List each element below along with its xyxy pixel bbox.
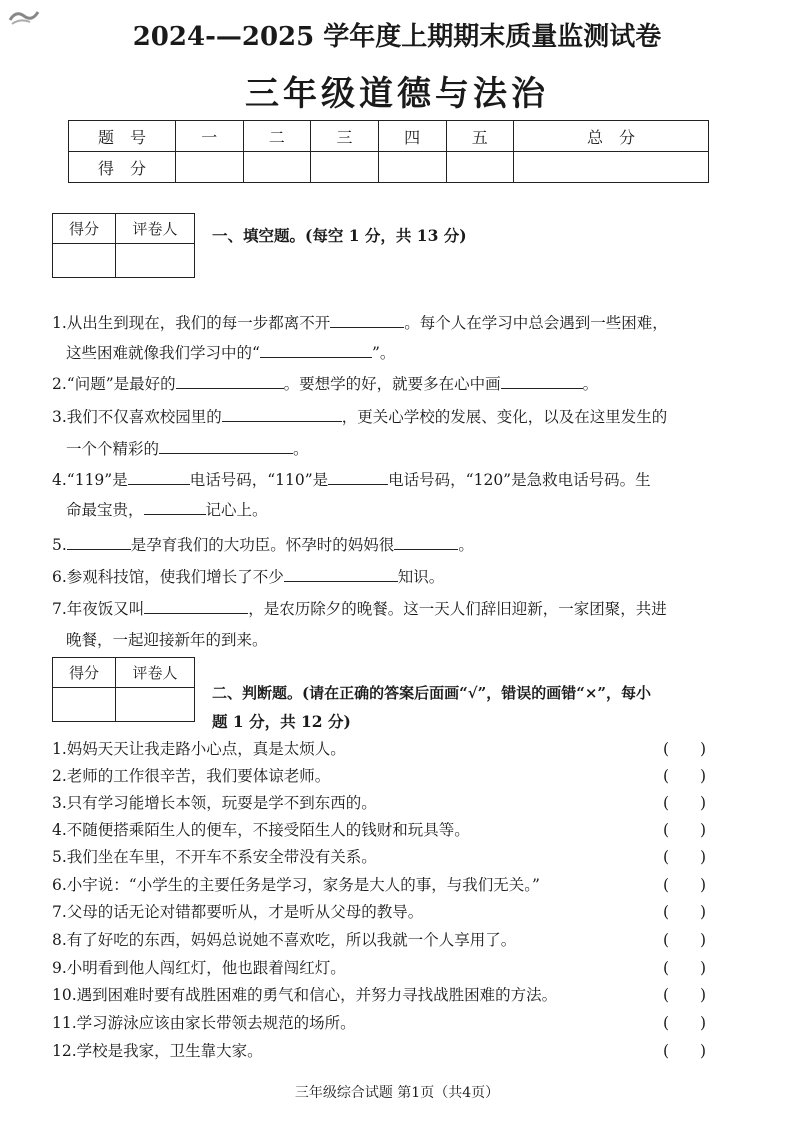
score-header-4: 四 xyxy=(378,121,446,152)
score-cell[interactable] xyxy=(176,152,244,183)
score-cell[interactable] xyxy=(446,152,514,183)
score-header-1: 一 xyxy=(176,121,244,152)
judge-item: 2.老师的工作很辛苦，我们要体谅老师。 xyxy=(52,767,331,785)
answer-parentheses[interactable]: ( ) xyxy=(663,1042,707,1060)
score-header-3: 三 xyxy=(311,121,379,152)
score-header-5: 五 xyxy=(446,121,514,152)
judge-item: 6.小宇说：“小学生的主要任务是学习，家务是大人的事，与我们无关。” xyxy=(52,876,540,894)
judge-item: 11.学习游泳应该由家长带领去规范的场所。 xyxy=(52,1014,356,1032)
judge-item: 7.父母的话无论对错都要听从，才是听从父母的教导。 xyxy=(52,903,424,921)
q3-line2: 一个个精彩的 。 xyxy=(66,440,309,458)
answer-parentheses[interactable]: ( ) xyxy=(663,931,707,949)
answer-parentheses[interactable]: ( ) xyxy=(663,794,707,812)
section1-heading: 一、填空题。(每空 1 分，共 13 分) xyxy=(212,226,467,245)
section2-grader-box xyxy=(52,657,195,722)
score-cell[interactable] xyxy=(243,152,311,183)
score-row-label: 得 分 xyxy=(69,152,176,183)
score-header-total: 总 分 xyxy=(514,121,709,152)
grader-name-label: 评卷人 xyxy=(116,658,195,688)
judge-item: 4.不随便搭乘陌生人的便车，不接受陌生人的钱财和玩具等。 xyxy=(52,821,470,839)
q2-line: 2.“问题”是最好的 。要想学的好，就要多在心中画 。 xyxy=(52,375,599,393)
subject-title: 三年级道德与法治 xyxy=(245,74,549,114)
answer-blank[interactable] xyxy=(501,373,583,389)
answer-parentheses[interactable]: ( ) xyxy=(663,986,707,1004)
answer-blank[interactable] xyxy=(159,438,293,454)
answer-parentheses[interactable]: ( ) xyxy=(663,821,707,839)
grader-score-label: 得分 xyxy=(53,658,116,688)
answer-blank[interactable] xyxy=(144,499,206,515)
answer-blank[interactable] xyxy=(67,534,131,550)
answer-parentheses[interactable]: ( ) xyxy=(663,1014,707,1032)
q4-line2: 命最宝贵， 记心上。 xyxy=(66,501,268,519)
score-header-label: 题 号 xyxy=(69,121,176,152)
grader-name-cell[interactable] xyxy=(116,688,195,722)
judge-item: 8.有了好吃的东西，妈妈总说她不喜欢吃，所以我就一个人享用了。 xyxy=(52,931,517,949)
grader-score-cell[interactable] xyxy=(53,688,116,722)
answer-blank[interactable] xyxy=(284,566,398,582)
q3-line1: 3.我们不仅喜欢校园里的 ，更关心学校的发展、变化，以及在这里发生的 xyxy=(52,408,668,426)
grader-score-label: 得分 xyxy=(53,214,116,244)
grader-name-label: 评卷人 xyxy=(116,214,195,244)
q7-line2: 晚餐，一起迎接新年的到来。 xyxy=(66,631,268,649)
page-footer: 三年级综合试题 第1页（共4页） xyxy=(294,1085,500,1101)
section1-grader-box xyxy=(52,213,195,278)
judge-item: 3.只有学习能增长本领，玩耍是学不到东西的。 xyxy=(52,794,377,812)
section2-heading-line1: 二、判断题。(请在正确的答案后面画“√”，错误的画错“×”，每小 xyxy=(212,684,652,702)
answer-blank[interactable] xyxy=(176,373,284,389)
exam-title: 2024-—2025 学年度上期期末质量监测试卷 xyxy=(132,22,662,52)
answer-parentheses[interactable]: ( ) xyxy=(663,767,707,785)
q7-line1: 7.年夜饭又叫 ，是农历除夕的晚餐。这一天人们辞旧迎新，一家团聚，共进 xyxy=(52,600,667,618)
score-table xyxy=(68,120,709,183)
answer-parentheses[interactable]: ( ) xyxy=(663,903,707,921)
answer-blank[interactable] xyxy=(328,469,388,485)
answer-parentheses[interactable]: ( ) xyxy=(663,740,707,758)
answer-blank[interactable] xyxy=(330,312,404,328)
grader-name-cell[interactable] xyxy=(116,244,195,278)
q5-line: 5. 是孕育我们的大功臣。怀孕时的妈妈很 。 xyxy=(52,536,474,554)
judge-item: 9.小明看到他人闯红灯，他也跟着闯红灯。 xyxy=(52,959,346,977)
answer-blank[interactable] xyxy=(128,469,190,485)
q4-line1: 4.“119”是 电话号码，“110”是 电话号码，“120”是急救电话号码。生 xyxy=(52,471,651,489)
answer-blank[interactable] xyxy=(222,406,342,422)
grader-score-cell[interactable] xyxy=(53,244,116,278)
answer-parentheses[interactable]: ( ) xyxy=(663,876,707,894)
answer-parentheses[interactable]: ( ) xyxy=(663,848,707,866)
answer-parentheses[interactable]: ( ) xyxy=(663,959,707,977)
score-cell[interactable] xyxy=(311,152,379,183)
judge-item: 12.学校是我家，卫生靠大家。 xyxy=(52,1042,263,1060)
judge-item: 1.妈妈天天让我走路小心点，真是太烦人。 xyxy=(52,740,346,758)
judge-item: 5.我们坐在车里，不开车不系安全带没有关系。 xyxy=(52,848,377,866)
score-header-2: 二 xyxy=(243,121,311,152)
answer-blank[interactable] xyxy=(394,534,458,550)
section2-heading-line2: 题 1 分，共 12 分) xyxy=(212,712,351,731)
answer-blank[interactable] xyxy=(144,598,248,614)
judge-item: 10.遇到困难时要有战胜困难的勇气和信心，并努力寻找战胜困难的方法。 xyxy=(52,986,558,1004)
answer-blank[interactable] xyxy=(260,342,372,358)
score-cell[interactable] xyxy=(378,152,446,183)
q6-line: 6.参观科技馆，使我们增长了不少 知识。 xyxy=(52,568,445,586)
q1-line1: 1.从出生到现在，我们的每一步都离不开 。每个人在学习中总会遇到一些困难， xyxy=(52,314,668,332)
score-cell[interactable] xyxy=(514,152,709,183)
q1-line2: 这些困难就像我们学习中的“ ”。 xyxy=(66,344,396,362)
